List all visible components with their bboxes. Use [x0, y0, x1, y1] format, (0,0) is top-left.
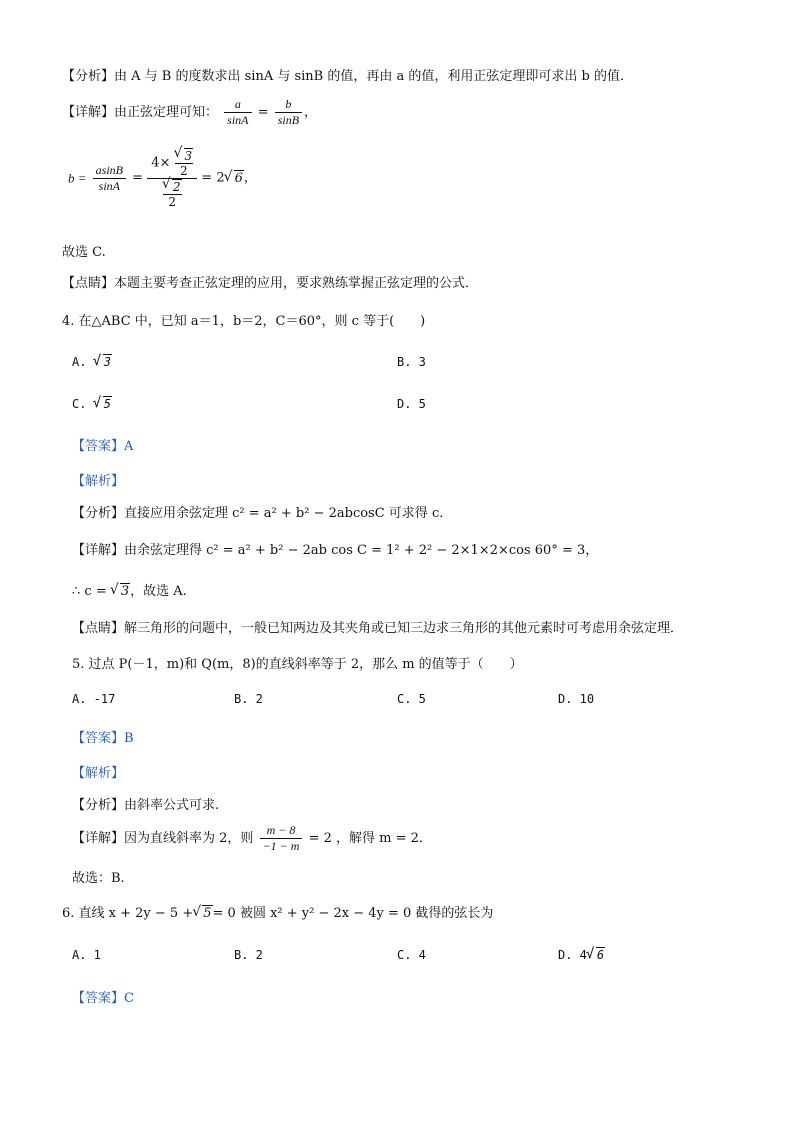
- q4-therefore: ∴ c = √ 3，故选 A.: [72, 583, 187, 601]
- detail-text: 由正弦定理可知：: [114, 105, 219, 120]
- q5-stem: 5. 过点 P(－1，m)和 Q(m，8)的直线斜率等于 2，那么 m 的值等于（ ）: [72, 657, 523, 672]
- q6-answer: 【答案】C: [72, 991, 134, 1006]
- q5-choose: 故选：B.: [72, 871, 125, 886]
- fraction-asinb-over-sina: $\frac{asinB}{\sin A}$: [93, 163, 126, 194]
- analysis-tag: 【分析】: [62, 69, 115, 84]
- q4-option-d: D. 5: [397, 397, 426, 411]
- q5-option-b: B. 2: [234, 692, 263, 706]
- q5-explain-tag: 【解析】: [72, 766, 125, 781]
- analysis-line: [62, 68, 633, 86]
- q6-option-b: B. 2: [234, 948, 263, 962]
- q5-detail: 【详解】因为直线斜率为 2，则 $\frac{m - 8}{-1 - m}$ = 2 ，解得 m = 2．: [72, 823, 432, 853]
- big-fraction: 4× √ $\frac{3}{2}$ √ $\frac{2}{2}$: [147, 148, 197, 209]
- q4-option-b: B. 3: [397, 355, 426, 369]
- comment-line: 【点睛】本题主要考查正弦定理的应用，要求熟练掌握正弦定理的公式．: [62, 276, 479, 291]
- q5-analysis: 【分析】由斜率公式可求.: [72, 798, 220, 813]
- q6-option-a: A. 1: [72, 948, 101, 962]
- b-equation: b = $\frac{asinB}{\sin A}$ = 4× √ $\frac{3}{2}$ √ $\frac{2}{2}$ = 2√ 6，: [68, 148, 257, 226]
- q4-answer: 【答案】A: [72, 439, 134, 454]
- detail-line: 【详解】由正弦定理可知： $\frac{a}{\sin A}$ = $\frac{b}{\sin B}$ ，: [62, 97, 318, 127]
- q4-detail: 【详解】由余弦定理得 c² = a² + b² − 2ab cos C = 1² + 2² − 2×1×2×cos 60° = 3，: [72, 543, 599, 558]
- fraction-a-over-sina: $\frac{a}{\sin A}$: [224, 97, 251, 128]
- choose-line: 故选 C.: [62, 245, 106, 260]
- q4-option-c: C. √ 5: [72, 397, 112, 411]
- q4-option-a: A. √ 3: [72, 355, 112, 369]
- analysis-text: 由 A 与 B 的度数求出 sinA 与 sinB 的值，再由 a 的值，利用正弦定理即可求出 b 的值．: [114, 69, 633, 84]
- comment-tag: 【点睛】: [62, 276, 115, 291]
- q4-stem: 4. 在△ABC 中，已知 a＝1，b＝2，C＝60°，则 c 等于( ): [62, 314, 426, 329]
- q6-stem: 6. 直线 x + 2y − 5 +√ 5= 0 被圆 x² + y² − 2x − 4y = 0 截得的弦长为: [62, 905, 493, 923]
- fraction-slope: $\frac{m - 8}{-1 - m}$: [260, 823, 303, 854]
- q4-explain-tag: 【解析】: [72, 474, 125, 489]
- fraction-b-over-sinb: $\frac{b}{\sin B}$: [275, 97, 302, 128]
- detail-tag: 【详解】: [62, 105, 115, 120]
- q6-option-c: C. 4: [397, 948, 426, 962]
- q5-option-c: C. 5: [397, 692, 426, 706]
- q5-option-a: A. -17: [72, 692, 116, 706]
- q4-comment: 【点睛】解三角形的问题中，一般已知两边及其夹角或已知三边求三角形的其他元素时可考虑用余弦定理．: [72, 621, 684, 636]
- q5-answer: 【答案】B: [72, 731, 134, 746]
- q6-option-d: D. 4√ 6: [558, 948, 605, 962]
- q5-option-d: D. 10: [558, 692, 595, 706]
- sqrt-6: √ 6: [225, 169, 244, 189]
- q4-analysis: 【分析】直接应用余弦定理 c² = a² + b² − 2abcosC 可求得 c．: [72, 506, 453, 521]
